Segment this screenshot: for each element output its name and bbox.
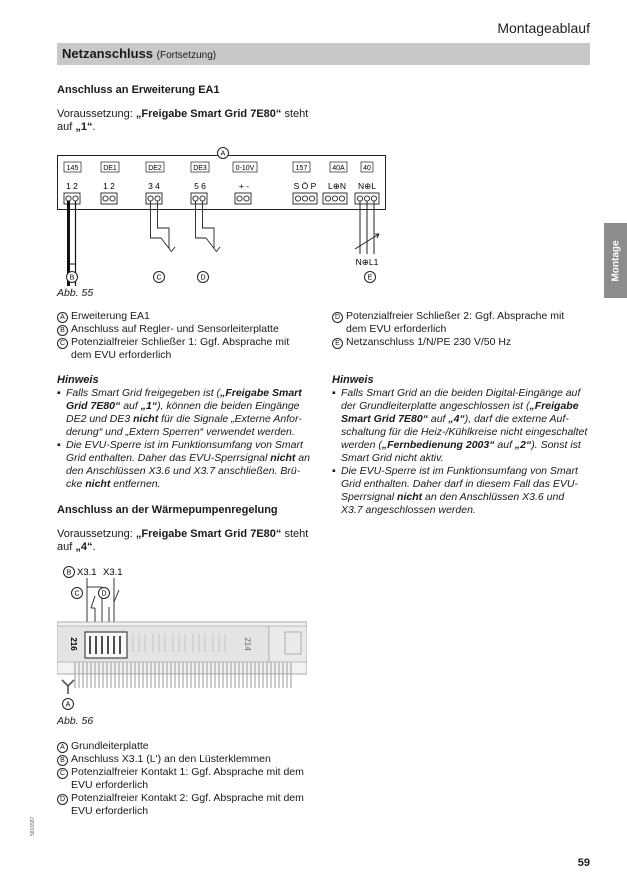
mains-label: N⊕L1: [355, 257, 379, 267]
legend-marker: C: [57, 338, 68, 349]
block2-heading: Anschluss an der Wärmepumpenregelung: [57, 504, 278, 516]
legend2-item: [57, 740, 337, 753]
t: entfernen.: [110, 478, 161, 490]
t: Die EVU-Sperre ist im Funktionsumfang von Smart: [66, 439, 303, 451]
term-label-145: 145: [66, 165, 79, 172]
t: „2“: [514, 439, 532, 451]
legend2-item: [57, 792, 337, 818]
board-label-214: 214: [243, 637, 252, 651]
req-bold: „Freigabe Smart Grid 7E80“: [135, 528, 282, 540]
legend-text: Anschluss X3.1 (L') an den Lüsterklemmen: [71, 753, 271, 765]
fig2-caption: Abb. 56: [57, 715, 94, 727]
term-label-157: 157: [295, 165, 308, 172]
legend-text: Potenzialfreier Kontakt 2: Ggf. Absprache mit dem: [71, 792, 304, 804]
terminal-blocks: [64, 193, 379, 204]
t: auf: [427, 413, 449, 425]
t: DE2 und DE3: [66, 413, 134, 425]
t: Falls Smart Grid freigegeben ist (: [66, 387, 221, 399]
t: ), darf die externe Auf-: [464, 413, 569, 425]
side-tab-montage[interactable]: [604, 223, 627, 298]
legend-text: Erweiterung EA1: [71, 310, 150, 322]
t: „Freigabe Smart: [220, 387, 302, 399]
marker-a2: A: [65, 701, 71, 709]
t: Grid enthalten. Daher darf in diesem Fall das EVU-: [341, 478, 578, 490]
t: Smart Grid 7E80“: [341, 413, 428, 425]
term-label-de1: DE1: [103, 165, 117, 172]
doc-code: 5816587: [30, 816, 36, 836]
legend-marker: A: [57, 742, 68, 753]
mains-e: [355, 201, 379, 254]
pin-label-5: + -: [238, 181, 250, 191]
section-title: [62, 46, 216, 61]
t: „1“: [140, 400, 158, 412]
t: X3.7 angeschlossen werden.: [341, 504, 476, 516]
pin-label-8: N⊕L: [358, 181, 376, 191]
legend-text-cont: EVU erforderlich: [71, 805, 149, 817]
legend-text-cont: dem EVU erforderlich: [71, 349, 172, 361]
t: cke: [66, 478, 86, 490]
hint-title: Hinweis: [57, 374, 99, 386]
t: Smart Grid nicht aktiv.: [341, 452, 444, 464]
t: ), können die beiden Eingänge: [157, 400, 300, 412]
term-label-40a: 40A: [332, 165, 345, 172]
legend1-item: [332, 310, 597, 336]
term-label-010v: 0-10V: [235, 165, 255, 172]
hint-item: ▪ Die EVU-Sperre ist im Funktionsumfang von Smart Grid enthalten. Daher das EVU-Sperrsignal nicht an den Anschlüssen X3.6 und X3.7 anschließen. Brü- cke nicht entfernen.: [57, 439, 310, 490]
t: Falls Smart Grid an die beiden Digital-Eingänge auf: [341, 387, 581, 399]
t: werden (: [341, 439, 382, 451]
t: ). Sonst ist: [531, 439, 581, 451]
marker-c2: C: [74, 590, 80, 598]
legend1-right: [332, 310, 597, 349]
x31-label-a: X3.1: [77, 567, 97, 578]
x31-label-b: X3.1: [103, 567, 123, 578]
t: Die EVU-Sperre ist im Funktionsumfang von Smart: [341, 465, 578, 477]
legend1-item: [332, 336, 597, 349]
legend2-item: [57, 753, 337, 766]
pin-label-7: L⊕N: [328, 181, 346, 191]
pin-label-3: 3 4: [148, 181, 160, 191]
legend-marker: D: [332, 312, 343, 323]
header-title: Montageablauf: [497, 20, 590, 36]
block2: [57, 504, 278, 516]
req-bold: „Freigabe Smart Grid 7E80“: [135, 108, 282, 120]
t: nicht: [270, 452, 296, 464]
t: der Grundleiterplatte angeschlossen ist (: [341, 400, 530, 412]
t: nicht: [85, 478, 111, 490]
legend-marker: B: [57, 755, 68, 766]
diagram-ea1: [57, 146, 387, 311]
legend-text-cont: EVU erforderlich: [71, 779, 149, 791]
t: auf: [494, 439, 515, 451]
hint-right: [332, 374, 597, 517]
legend-marker: E: [332, 338, 343, 349]
diagram-board: [57, 562, 307, 714]
req-l2-prefix: auf: [57, 541, 76, 553]
t: nicht: [397, 491, 423, 503]
legend-marker: B: [57, 325, 68, 336]
switch-c: [151, 201, 176, 252]
board-comb: [75, 662, 291, 688]
req-l2-suffix: .: [92, 121, 96, 133]
t: Grid 7E80“: [66, 400, 121, 412]
legend1-left: [57, 310, 322, 362]
page-number: 59: [577, 857, 590, 869]
marker-b2: B: [66, 569, 72, 577]
legend-text: Potenzialfreier Schließer 2: Ggf. Absprache mit: [346, 310, 565, 322]
req-mid: steht: [281, 528, 309, 540]
t: Sperrsignal: [341, 491, 398, 503]
req-l2-suffix: .: [92, 541, 96, 553]
legend1-item: [57, 323, 322, 336]
term-label-de3: DE3: [193, 165, 207, 172]
term-label-40: 40: [363, 165, 371, 172]
t: „4“: [448, 413, 465, 425]
legend2: [57, 740, 337, 818]
section-title-text: Netzanschluss: [62, 46, 154, 61]
side-tab-label: Montage: [610, 239, 621, 282]
t: an: [295, 452, 310, 464]
switch-d: [196, 201, 221, 252]
t: an den Anschlüssen X3.6 und: [422, 491, 565, 503]
legend-marker: A: [57, 312, 68, 323]
hint-left: [57, 374, 322, 491]
legend-text: Netzanschluss 1/N/PE 230 V/50 Hz: [346, 336, 512, 348]
t: derung“ und „Extern Sperren“ verwendet werden.: [66, 426, 295, 438]
section-bar: [57, 43, 590, 65]
legend-text: Anschluss auf Regler- und Sensorleiterplatte: [71, 323, 279, 335]
t: „Fernbedienung 2003“: [381, 439, 495, 451]
pin-label-1: 1 2: [66, 181, 78, 191]
legend-text: Potenzialfreier Kontakt 1: Ggf. Absprache mit dem: [71, 766, 304, 778]
t: Grid enthalten. Daher das EVU-Sperrsignal: [66, 452, 271, 464]
terminal-labels: [64, 162, 373, 172]
hint-title: Hinweis: [332, 374, 374, 386]
pin-label-6: S Ö P: [293, 181, 317, 191]
block1: [57, 84, 220, 96]
pin-label-2: 1 2: [103, 181, 115, 191]
t: nicht: [133, 413, 159, 425]
legend1-item: [57, 310, 322, 323]
marker-b: B: [69, 274, 75, 282]
legend-text-cont: dem EVU erforderlich: [346, 323, 447, 335]
req-prefix: Voraussetzung:: [57, 528, 136, 540]
t: „Freigabe: [529, 400, 579, 412]
block1-requirement: [57, 108, 308, 134]
req-mid: steht: [281, 108, 309, 120]
pin-labels: [66, 181, 376, 191]
fig1-caption: Abb. 55: [57, 287, 94, 299]
req-prefix: Voraussetzung:: [57, 108, 136, 120]
legend-text: Grundleiterplatte: [71, 740, 149, 752]
marker-a: A: [220, 150, 226, 158]
t: den Anschlüssen X3.6 und X3.7 anschließen. Brü-: [66, 465, 301, 477]
marker-c: C: [156, 274, 162, 282]
block1-heading: Anschluss an Erweiterung EA1: [57, 84, 220, 96]
legend-marker: C: [57, 768, 68, 779]
t: schaltung für die Heiz-/Kühlkreise nicht eingeschaltet: [341, 426, 588, 438]
hint-item: ▪ Falls Smart Grid an die beiden Digital-Eingänge auf der Grundleiterplatte angeschlossen ist („Freigabe Smart Grid 7E80“ auf „4“), darf die externe Auf- schaltung für die Heiz-/Kühlkreise nicht eingeschaltet werden („Fernbedienung 2003“ auf „2“). Sonst ist Smart Grid nicht aktiv.: [332, 387, 588, 464]
marker-e: E: [367, 274, 373, 282]
t: auf: [120, 400, 141, 412]
pin-label-4: 5 6: [194, 181, 206, 191]
legend-marker: D: [57, 794, 68, 805]
marker-d: D: [200, 274, 206, 282]
hint-item: ▪ Die EVU-Sperre ist im Funktionsumfang von Smart Grid enthalten. Daher darf in diesem Fall das EVU- Sperrsignal nicht an den Anschlüssen X3.6 und X3.7 angeschlossen werden.: [332, 465, 578, 516]
legend1-item: [57, 336, 322, 362]
term-label-de2: DE2: [148, 165, 162, 172]
legend2-item: [57, 766, 337, 792]
block2-requirement: [57, 528, 308, 554]
legend-text: Potenzialfreier Schließer 1: Ggf. Absprache mit: [71, 336, 290, 348]
marker-d2: D: [101, 590, 107, 598]
t: für die Signale „Externe Anfor-: [158, 413, 302, 425]
hint-item: ▪ Falls Smart Grid freigegeben ist („Freigabe Smart Grid 7E80“ auf „1“), können die beiden Eingänge DE2 und DE3 nicht für die Signale „Externe Anfor- derung“ und „Extern Sperren“ verwendet werden.: [57, 387, 302, 438]
section-subtitle: (Fortsetzung): [156, 50, 217, 61]
req-l2-bold: „1“: [75, 121, 93, 133]
board-pointer: [62, 680, 74, 694]
board-label-216: 216: [69, 637, 78, 651]
req-l2-prefix: auf: [57, 121, 76, 133]
req-l2-bold: „4“: [75, 541, 93, 553]
